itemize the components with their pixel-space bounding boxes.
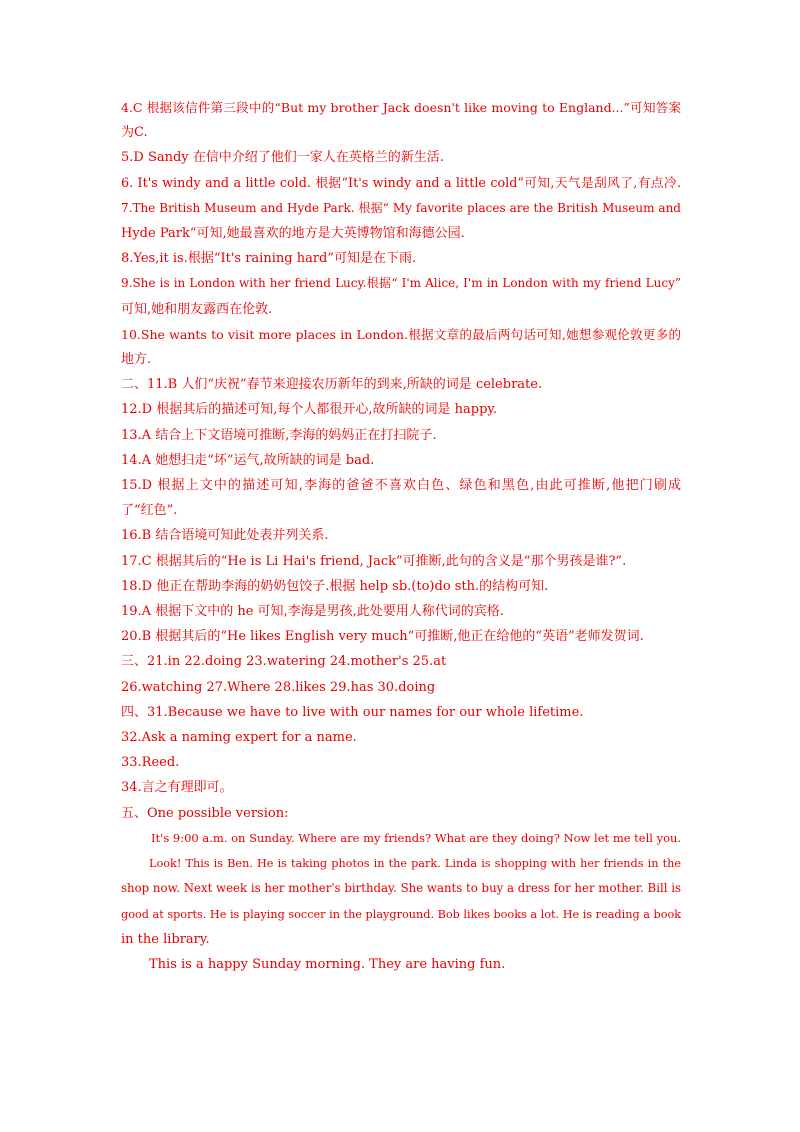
section-2-answer-11: 二、11.B 人们“庆祝”春节来迎接农历新年的到来,所缺的词是 celebrate.: [121, 377, 543, 393]
essay-paragraph-3: This is a happy Sunday morning. They are having fun.: [149, 956, 506, 972]
section-5-heading: 五、One possible version:: [121, 805, 289, 821]
answer-10: 10.She wants to visit more places in London.根据文章的最后两句话可知,她想参观伦敦更多的: [121, 326, 681, 342]
answer-key-text: [121, 95, 681, 977]
answer-13: 13.A 结合上下文语境可推断,李海的妈妈正在打扫院子.: [121, 427, 437, 443]
essay-paragraph-1: It's 9:00 a.m. on Sunday. Where are my friends? What are they doing? Now let me tell you.: [151, 830, 682, 845]
answer-9-cont: 可知,她和朋友露西在伦敦.: [121, 301, 273, 317]
answer-7: 7.The British Museum and Hyde Park. 根据“ My favorite places are the British Museum and: [121, 200, 681, 215]
answer-16: 16.B 结合语境可知此处表并列关系.: [121, 528, 329, 544]
essay-paragraph-2-line-2: shop now. Next week is her mother's birthday. She wants to buy a dress for her mother. Bill is: [121, 881, 681, 896]
answer-15-cont: 了“红色”.: [121, 503, 178, 519]
answer-33: 33.Reed.: [121, 755, 180, 771]
section-3-answers-26-30: 26.watching 27.Where 28.likes 29.has 30.doing: [121, 679, 436, 695]
answer-12: 12.D 根据其后的描述可知,每个人都很开心,故所缺的词是 happy.: [121, 402, 498, 418]
answer-9: 9.She is in London with her friend Lucy.根据“ I'm Alice, I'm in London with my friend Lucy”: [121, 276, 681, 291]
essay-paragraph-2-line-1: Look! This is Ben. He is taking photos in the park. Linda is shopping with her friends in the: [149, 857, 681, 871]
section-3-answers-21-25: 三、21.in 22.doing 23.watering 24.mother's 25.at: [121, 654, 447, 670]
answer-34: 34.言之有理即可。: [121, 780, 233, 796]
answer-10-cont: 地方.: [121, 352, 152, 368]
answer-6: 6. It's windy and a little cold. 根据“It's windy and a little cold”可知,天气是刮风了,有点冷.: [121, 175, 681, 191]
answer-15: 15.D 根据上文中的描述可知,李海的爸爸不喜欢白色、绿色和黑色,由此可推断,他把门刷成: [121, 478, 681, 494]
answer-32: 32.Ask a naming expert for a name.: [121, 730, 357, 746]
answer-4-cont: 为C.: [121, 125, 148, 141]
answer-8: 8.Yes,it is.根据“It's raining hard”可知是在下雨.: [121, 251, 417, 267]
answer-17: 17.C 根据其后的“He is Li Hai's friend, Jack”可推断,此句的含义是“那个男孩是谁?”.: [121, 553, 627, 569]
essay-paragraph-2-line-3: good at sports. He is playing soccer in the playground. Bob likes books a lot. He is reading a book: [121, 907, 682, 921]
answer-7-cont: Hyde Park”可知,她最喜欢的地方是大英博物馆和海德公园.: [121, 226, 465, 242]
section-4-answer-31: 四、31.Because we have to live with our names for our whole lifetime.: [121, 704, 584, 720]
answer-19: 19.A 根据下文中的 he 可知,李海是男孩,此处要用人称代词的宾格.: [121, 604, 504, 620]
answer-5: 5.D Sandy 在信中介绍了他们一家人在英格兰的新生活.: [121, 150, 444, 166]
essay-paragraph-2-line-4: in the library.: [121, 931, 210, 947]
answer-14: 14.A 她想扫走“坏”运气,故所缺的词是 bad.: [121, 452, 375, 468]
answer-18: 18.D 他正在帮助李海的奶奶包饺子.根据 help sb.(to)do sth.的结构可知.: [121, 578, 549, 594]
answer-20: 20.B 根据其后的“He likes English very much”可推断,他正在给他的“英语”老师发贺词.: [121, 629, 644, 645]
answer-4: 4.C 根据该信件第三段中的“But my brother Jack doesn't like moving to England...”可知答案: [121, 100, 681, 115]
